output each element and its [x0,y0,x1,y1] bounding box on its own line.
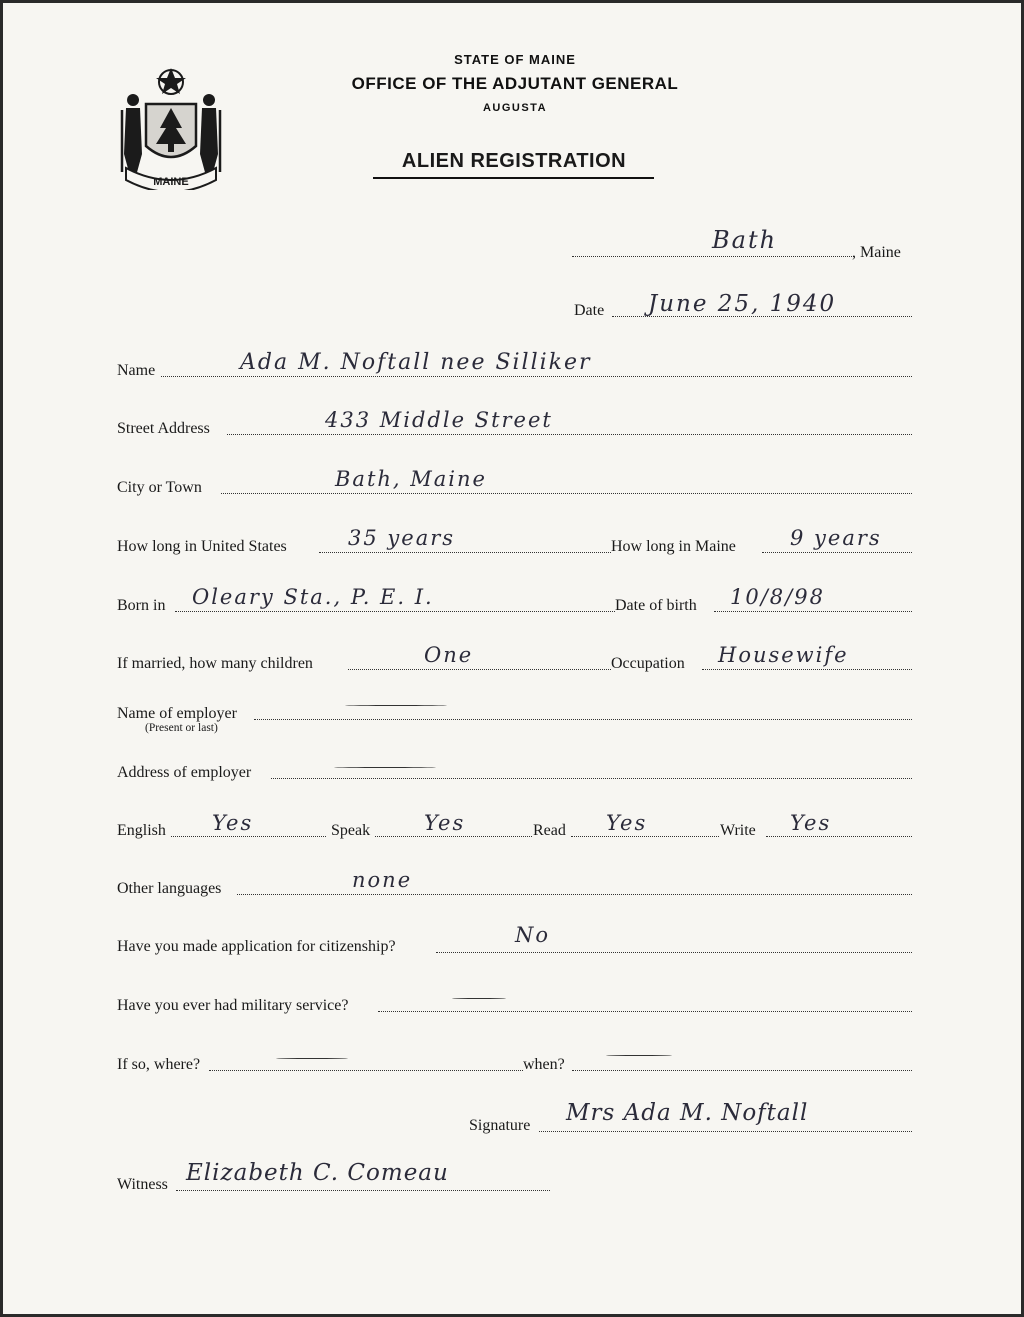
witness-value[interactable]: Elizabeth C. Comeau [186,1160,449,1186]
location-label: , Maine [852,244,901,261]
children-label: If married, how many children [117,655,313,672]
military-dash [452,998,506,999]
seal-text: MAINE [153,176,189,188]
us-years-label: How long in United States [117,538,287,555]
state-heading: STATE OF MAINE [454,52,576,67]
street-value[interactable]: 433 Middle Street [325,408,553,432]
city-label: City or Town [117,479,202,496]
city-heading: AUGUSTA [482,102,548,114]
children-value[interactable]: One [424,643,474,667]
witness-line [176,1190,550,1191]
write-label: Write [720,822,756,839]
employer-address-line[interactable] [271,778,912,779]
city-line [221,493,912,494]
military-line[interactable] [378,1011,912,1012]
citizenship-line [436,952,912,953]
name-value[interactable]: Ada M. Noftall nee Silliker [240,350,592,375]
english-label: English [117,822,166,839]
signature-label: Signature [469,1117,531,1134]
where-label: If so, where? [117,1056,201,1073]
name-line [161,376,912,377]
employer-label: Name of employer [117,705,237,722]
born-value[interactable]: Oleary Sta., P. E. I. [192,585,434,609]
maine-years-label: How long in Maine [611,538,736,555]
employer-dash [345,705,447,706]
signature-value[interactable]: Mrs Ada M. Noftall [566,1100,809,1126]
english-value[interactable]: Yes [212,811,254,835]
form-title: ALIEN REGISTRATION [401,150,627,172]
signature-line [539,1131,912,1132]
employer-line[interactable] [254,719,912,720]
dob-line [714,611,912,612]
english-line [171,836,326,837]
office-heading: OFFICE OF THE ADJUTANT GENERAL [351,74,679,93]
read-label: Read [533,822,566,839]
name-label: Name [117,362,156,379]
where-dash [276,1058,348,1059]
location-line [572,256,854,257]
street-line [227,434,912,435]
write-value[interactable]: Yes [790,811,832,835]
when-line[interactable] [572,1070,912,1071]
write-line [766,836,912,837]
street-label: Street Address [117,420,210,437]
date-label: Date [574,302,605,319]
maine-seal-icon [116,64,226,190]
title-underline [373,177,654,179]
born-label: Born in [117,597,166,614]
dob-label: Date of birth [615,597,697,614]
born-line [175,611,615,612]
location-value[interactable]: Bath [712,226,778,254]
occupation-value[interactable]: Housewife [718,643,849,667]
citizenship-label: Have you made application for citizenship? [117,938,396,955]
children-line [348,669,611,670]
occupation-label: Occupation [611,655,685,672]
dob-value[interactable]: 10/8/98 [730,585,825,609]
read-value[interactable]: Yes [606,811,648,835]
speak-line [375,836,532,837]
other-languages-label: Other languages [117,880,222,897]
read-line [571,836,719,837]
employer-sublabel: (Present or last) [145,722,218,734]
speak-label: Speak [331,822,371,839]
citizenship-value[interactable]: No [515,923,551,947]
other-languages-value[interactable]: none [352,868,413,892]
where-line[interactable] [209,1070,523,1071]
when-dash [606,1055,672,1056]
other-languages-line [237,894,912,895]
military-label: Have you ever had military service? [117,997,349,1014]
date-value[interactable]: June 25, 1940 [648,291,837,317]
speak-value[interactable]: Yes [424,811,466,835]
employer-address-label: Address of employer [117,764,252,781]
occupation-line [702,669,912,670]
maine-years-line [762,552,912,553]
us-years-line [319,552,611,553]
us-years-value[interactable]: 35 years [348,526,456,550]
witness-label: Witness [117,1176,168,1193]
when-label: when? [523,1056,565,1073]
maine-years-value[interactable]: 9 years [790,526,882,550]
city-value[interactable]: Bath, Maine [335,467,487,491]
employer-address-dash [334,767,436,768]
